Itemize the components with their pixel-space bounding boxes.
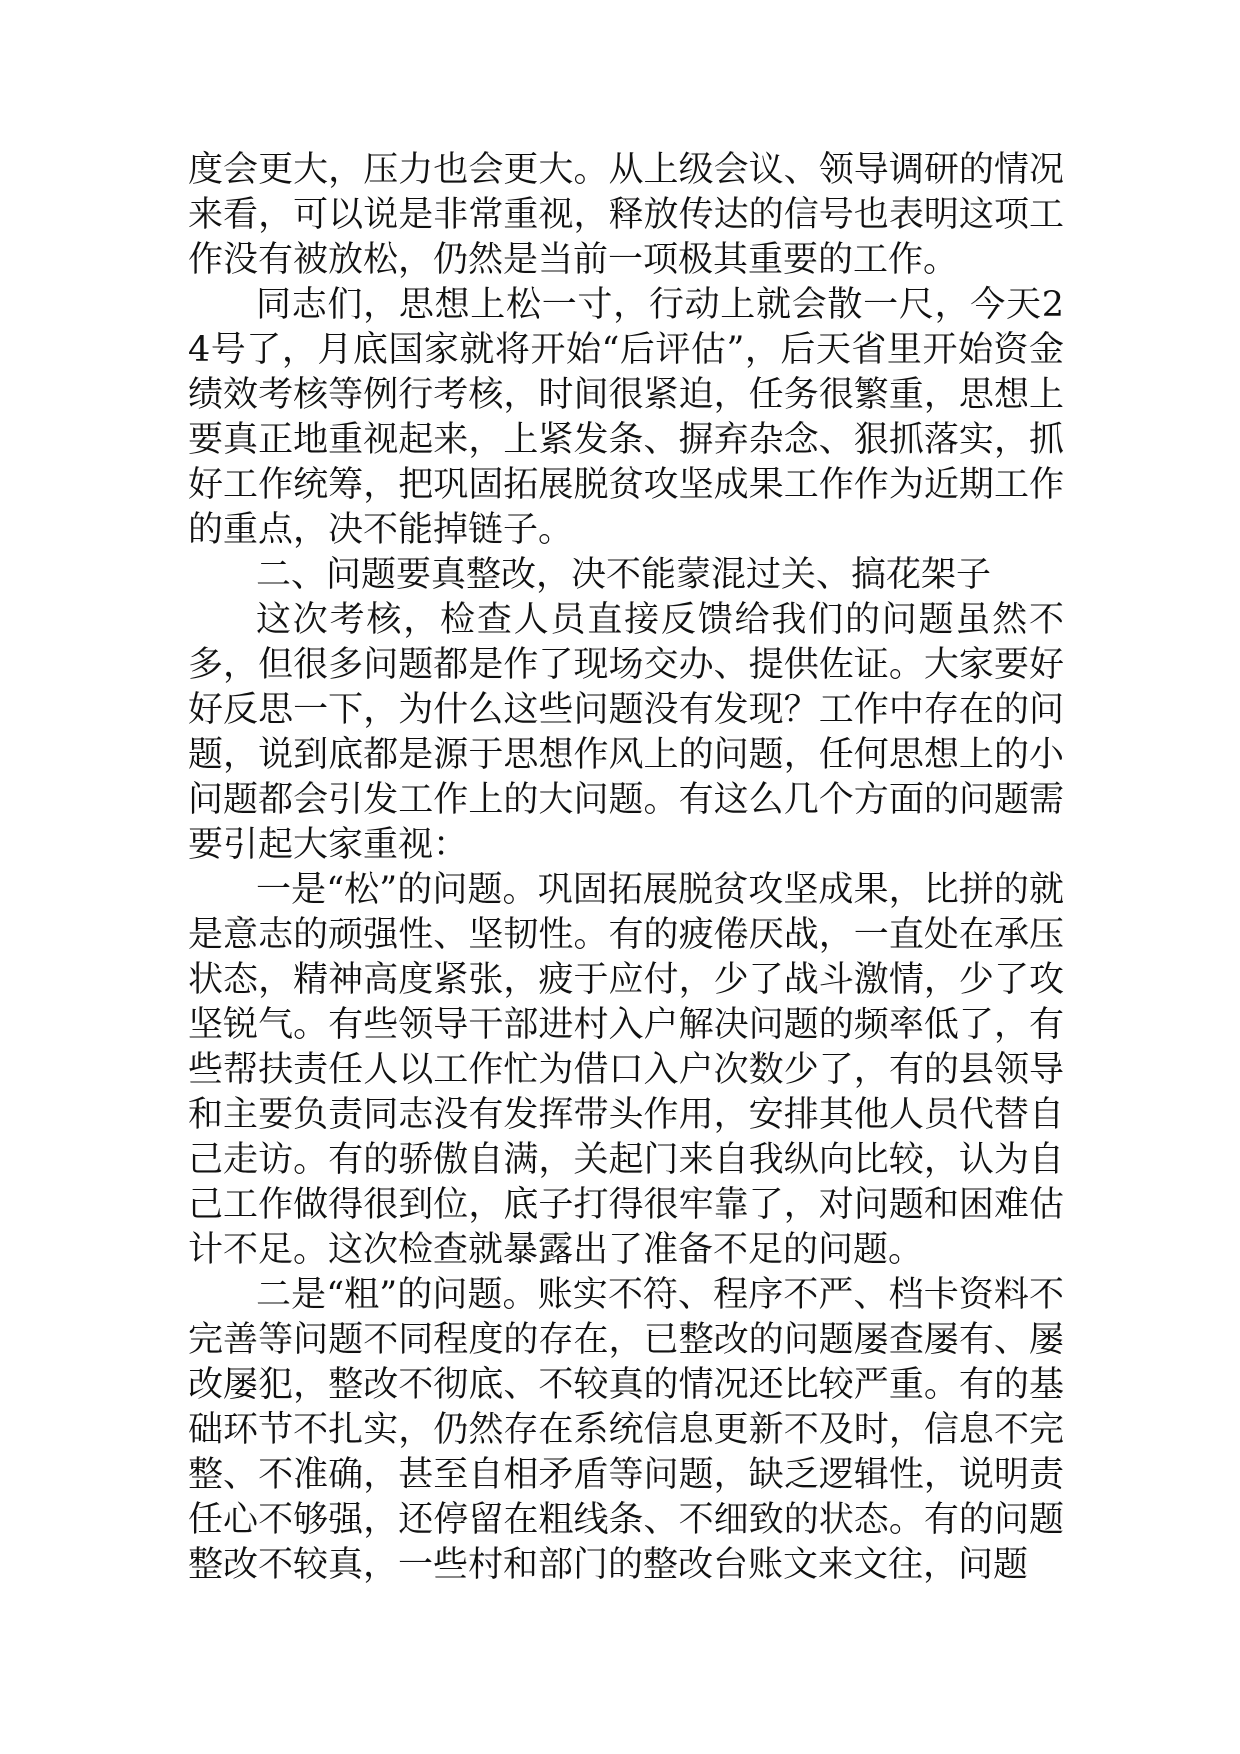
- paragraph-issue-loose: 一是“松”的问题。巩固拓展脱贫攻坚成果，比拼的就是意志的顽强性、坚韧性。有的疲倦厌战，一直处在承压状态，精神高度紧张，疲于应付，少了战斗激情，少了攻坚锐气。有些领导干部进村入户解决问题的频率低了，有些帮扶责任人以工作忙为借口入户次数少了，有的县领导和主要负责同志没有发挥带头作用，安排其他人员代替自己走访。有的骄傲自满，关起门来自我纵向比较，认为自己工作做得很到位，底子打得很牢靠了，对问题和困难估计不足。这次检查就暴露出了准备不足的问题。: [188, 870, 1064, 1270]
- section-heading-2: 二、问题要真整改，决不能蒙混过关、搞花架子: [256, 555, 992, 595]
- paragraph-issue-rough: 二是“粗”的问题。账实不符、程序不严、档卡资料不完善等问题不同程度的存在，已整改的问题屡查屡有、屡改屡犯，整改不彻底、不较真的情况还比较严重。有的基础环节不扎实，仍然存在系统信息更新不及时，信息不完整、不准确，甚至自相矛盾等问题，缺乏逻辑性，说明责任心不够强，还停留在粗线条、不细致的状态。有的问题整改不较真，一些村和部门的整改台账文来文往，问题: [188, 1275, 1064, 1585]
- paragraph-comrades: 同志们，思想上松一寸，行动上就会散一尺，今天24号了，月底国家就将开始“后评估”，后天省里开始资金绩效考核等例行考核，时间很紧迫，任务很繁重，思想上要真正地重视起来，上紧发条、摒弃杂念、狠抓落实，抓好工作统筹，把巩固拓展脱贫攻坚成果工作作为近期工作的重点，决不能掉链子。: [188, 285, 1064, 550]
- paragraph-inspection: 这次考核，检查人员直接反馈给我们的问题虽然不多，但很多问题都是作了现场交办、提供佐证。大家要好好反思一下，为什么这些问题没有发现？工作中存在的问题，说到底都是源于思想作风上的问题，任何思想上的小问题都会引发工作上的大问题。有这么几个方面的问题需要引起大家重视：: [188, 600, 1064, 865]
- paragraph-continuation: 度会更大，压力也会更大。从上级会议、领导调研的情况来看，可以说是非常重视，释放传达的信号也表明这项工作没有被放松，仍然是当前一项极其重要的工作。: [188, 150, 1064, 280]
